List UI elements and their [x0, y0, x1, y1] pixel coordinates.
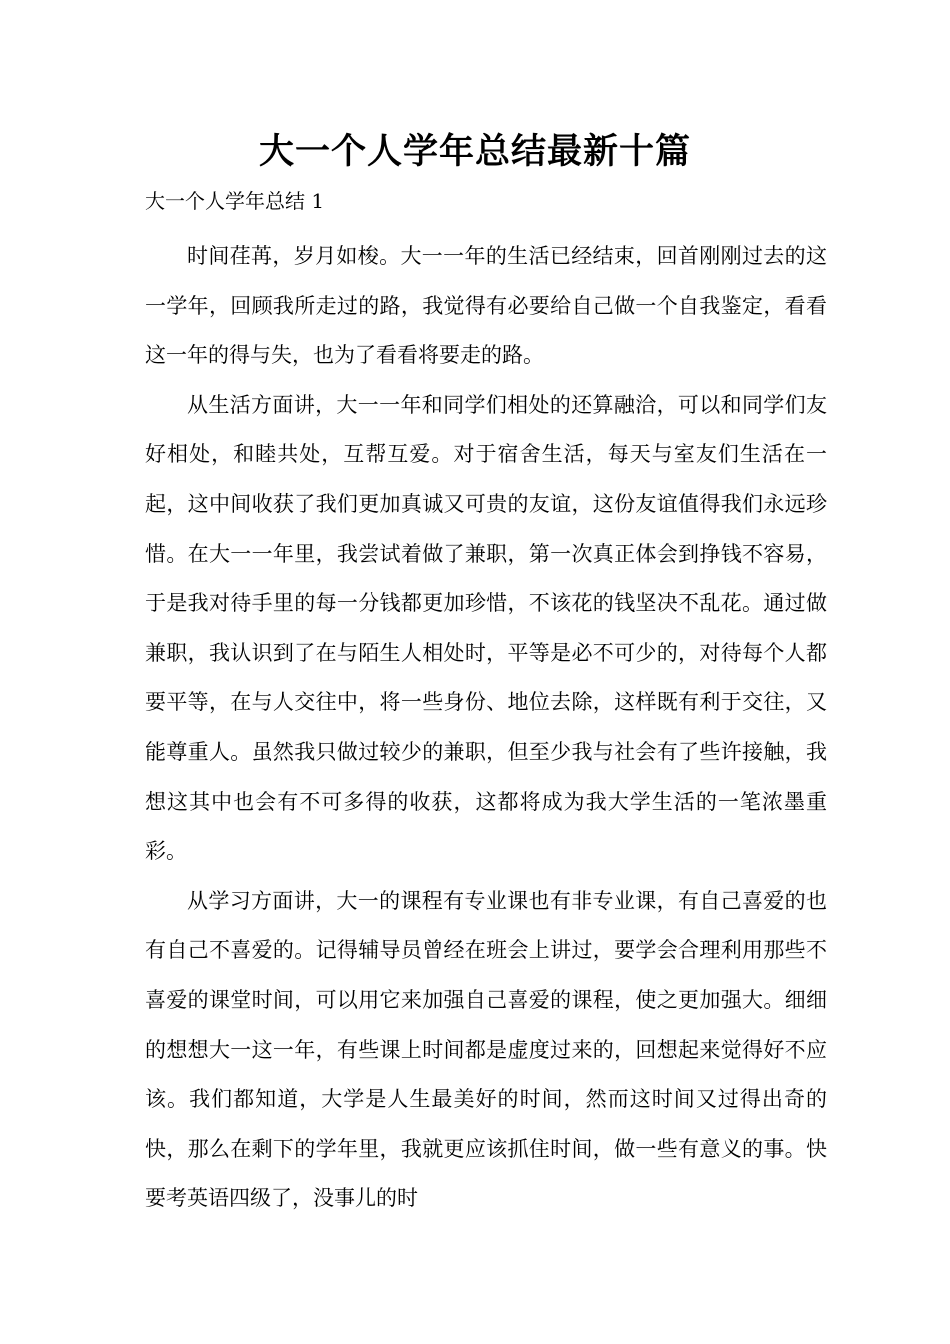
paragraph-study: 从学习方面讲，大一的课程有专业课也有非专业课，有自己喜爱的也有自己不喜爱的。记得辅导员曾经在班会上讲过，要学会合理利用那些不喜爱的课堂时间，可以用它来加强自己喜爱的课程，使之更加强大。细细的想想大一这一年，有些课上时间都是虚度过来的，回想起来觉得好不应该。我们都知道，大学是人生最美好的时间，然而这时间又过得出奇的快，那么在剩下的学年里，我就更应该抓住时间，做一些有意义的事。快要考英语四级了，没事儿的时 [145, 888, 827, 1211]
paragraph-life: 从生活方面讲，大一一年和同学们相处的还算融洽，可以和同学们友好相处，和睦共处，互帮互爱。对于宿舍生活，每天与室友们生活在一起，这中间收获了我们更加真诚又可贵的友谊，这份友谊值得我们永远珍惜。在大一一年里，我尝试着做了兼职，第一次真正体会到挣钱不容易，于是我对待手里的每一分钱都更加珍惜，不该花的钱坚决不乱花。通过做兼职，我认识到了在与陌生人相处时，平等是必不可少的，对待每个人都要平等，在与人交往中，将一些身份、地位去除，这样既有利于交往，又能尊重人。虽然我只做过较少的兼职，但至少我与社会有了些许接触，我想这其中也会有不可多得的收获，这都将成为我大学生活的一笔浓墨重彩。 [145, 392, 827, 864]
document-body [145, 232, 827, 1224]
paragraph-intro: 时间荏苒，岁月如梭。大一一年的生活已经结束，回首刚刚过去的这一学年，回顾我所走过的路，我觉得有必要给自己做一个自我鉴定，看看这一年的得与失，也为了看看将要走的路。 [145, 244, 827, 368]
document-title: 大一个人学年总结最新十篇 [258, 132, 691, 172]
section-heading: 大一个人学年总结 1 [145, 189, 325, 213]
